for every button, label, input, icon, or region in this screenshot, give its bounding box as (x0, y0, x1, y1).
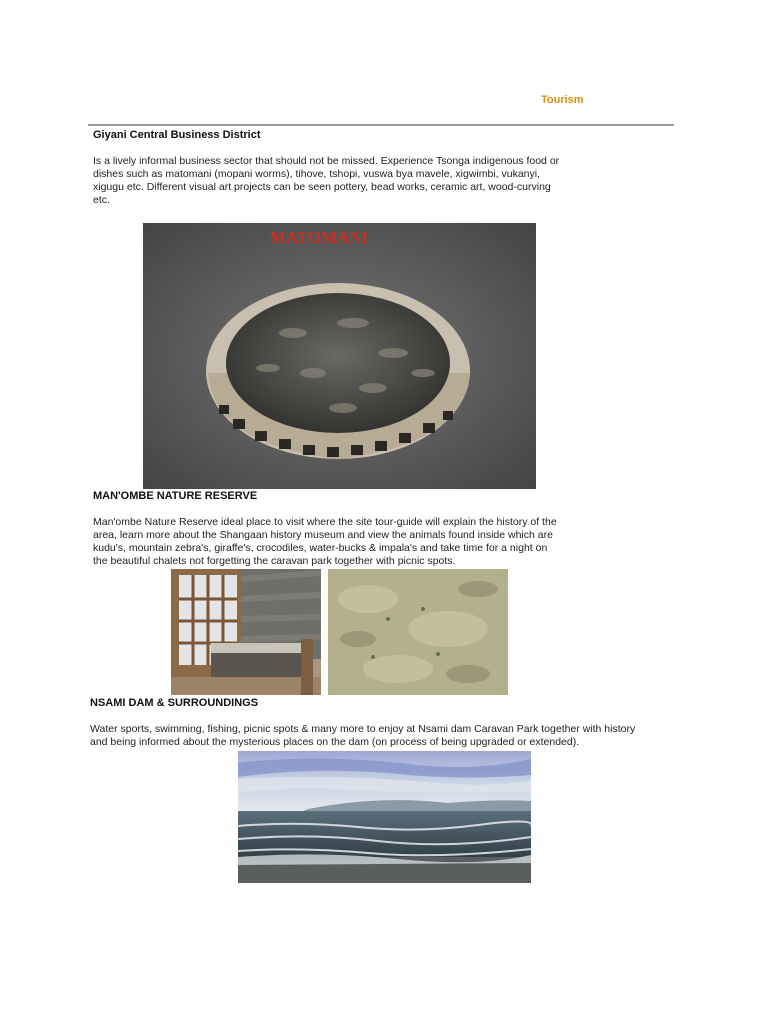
photo-caption: MATOMANI (269, 228, 369, 247)
paragraph-line: xigugu etc. Different visual art projects can be seen pottery, bead works, ceramic art, wood-curving (93, 181, 551, 193)
header-divider (88, 124, 674, 126)
section-heading-giyani-cbd: Giyani Central Business District (93, 129, 261, 141)
paragraph-line: Man'ombe Nature Reserve ideal place to visit where the site tour-guide will explain the history of the (93, 516, 557, 528)
matomani-photo (143, 223, 536, 489)
section-paragraph-manombe (93, 516, 557, 568)
paragraph-line: area, learn more about the Shangaan history museum and view the animals found inside which are (93, 529, 553, 541)
wildlife-photo (328, 569, 508, 695)
paragraph-line: Is a lively informal business sector that should not be missed. Experience Tsonga indigenous food or (93, 155, 560, 167)
paragraph-line: etc. (93, 194, 110, 206)
paragraph-line: dishes such as matomani (mopani worms), tihove, tshopi, vuswa bya mavele, xigwimbi, vukanyi, (93, 168, 541, 180)
paragraph-line: Water sports, swimming, fishing, picnic spots & many more to enjoy at Nsami dam Caravan Park together with history (90, 723, 636, 735)
section-heading-nsami-dam: NSAMI DAM & SURROUNDINGS (90, 697, 259, 709)
section-paragraph-nsami-dam (90, 723, 635, 749)
paragraph-line: and being informed about the mysterious places on the dam (on process of being upgraded or extended). (90, 736, 580, 748)
section-heading-manombe: MAN'OMBE NATURE RESERVE (93, 490, 258, 502)
paragraph-line: the beautiful chalets not forgetting the caravan park together with picnic spots. (93, 555, 456, 567)
paragraph-line: kudu's, mountain zebra's, giraffe's, crocodiles, water-bucks & impala's and take time for a night on (93, 542, 548, 554)
section-paragraph-giyani-cbd (93, 155, 559, 207)
nsami-dam-photo (238, 751, 531, 883)
chalet-interior-photo (171, 569, 321, 695)
section-tag: Tourism (541, 94, 584, 106)
